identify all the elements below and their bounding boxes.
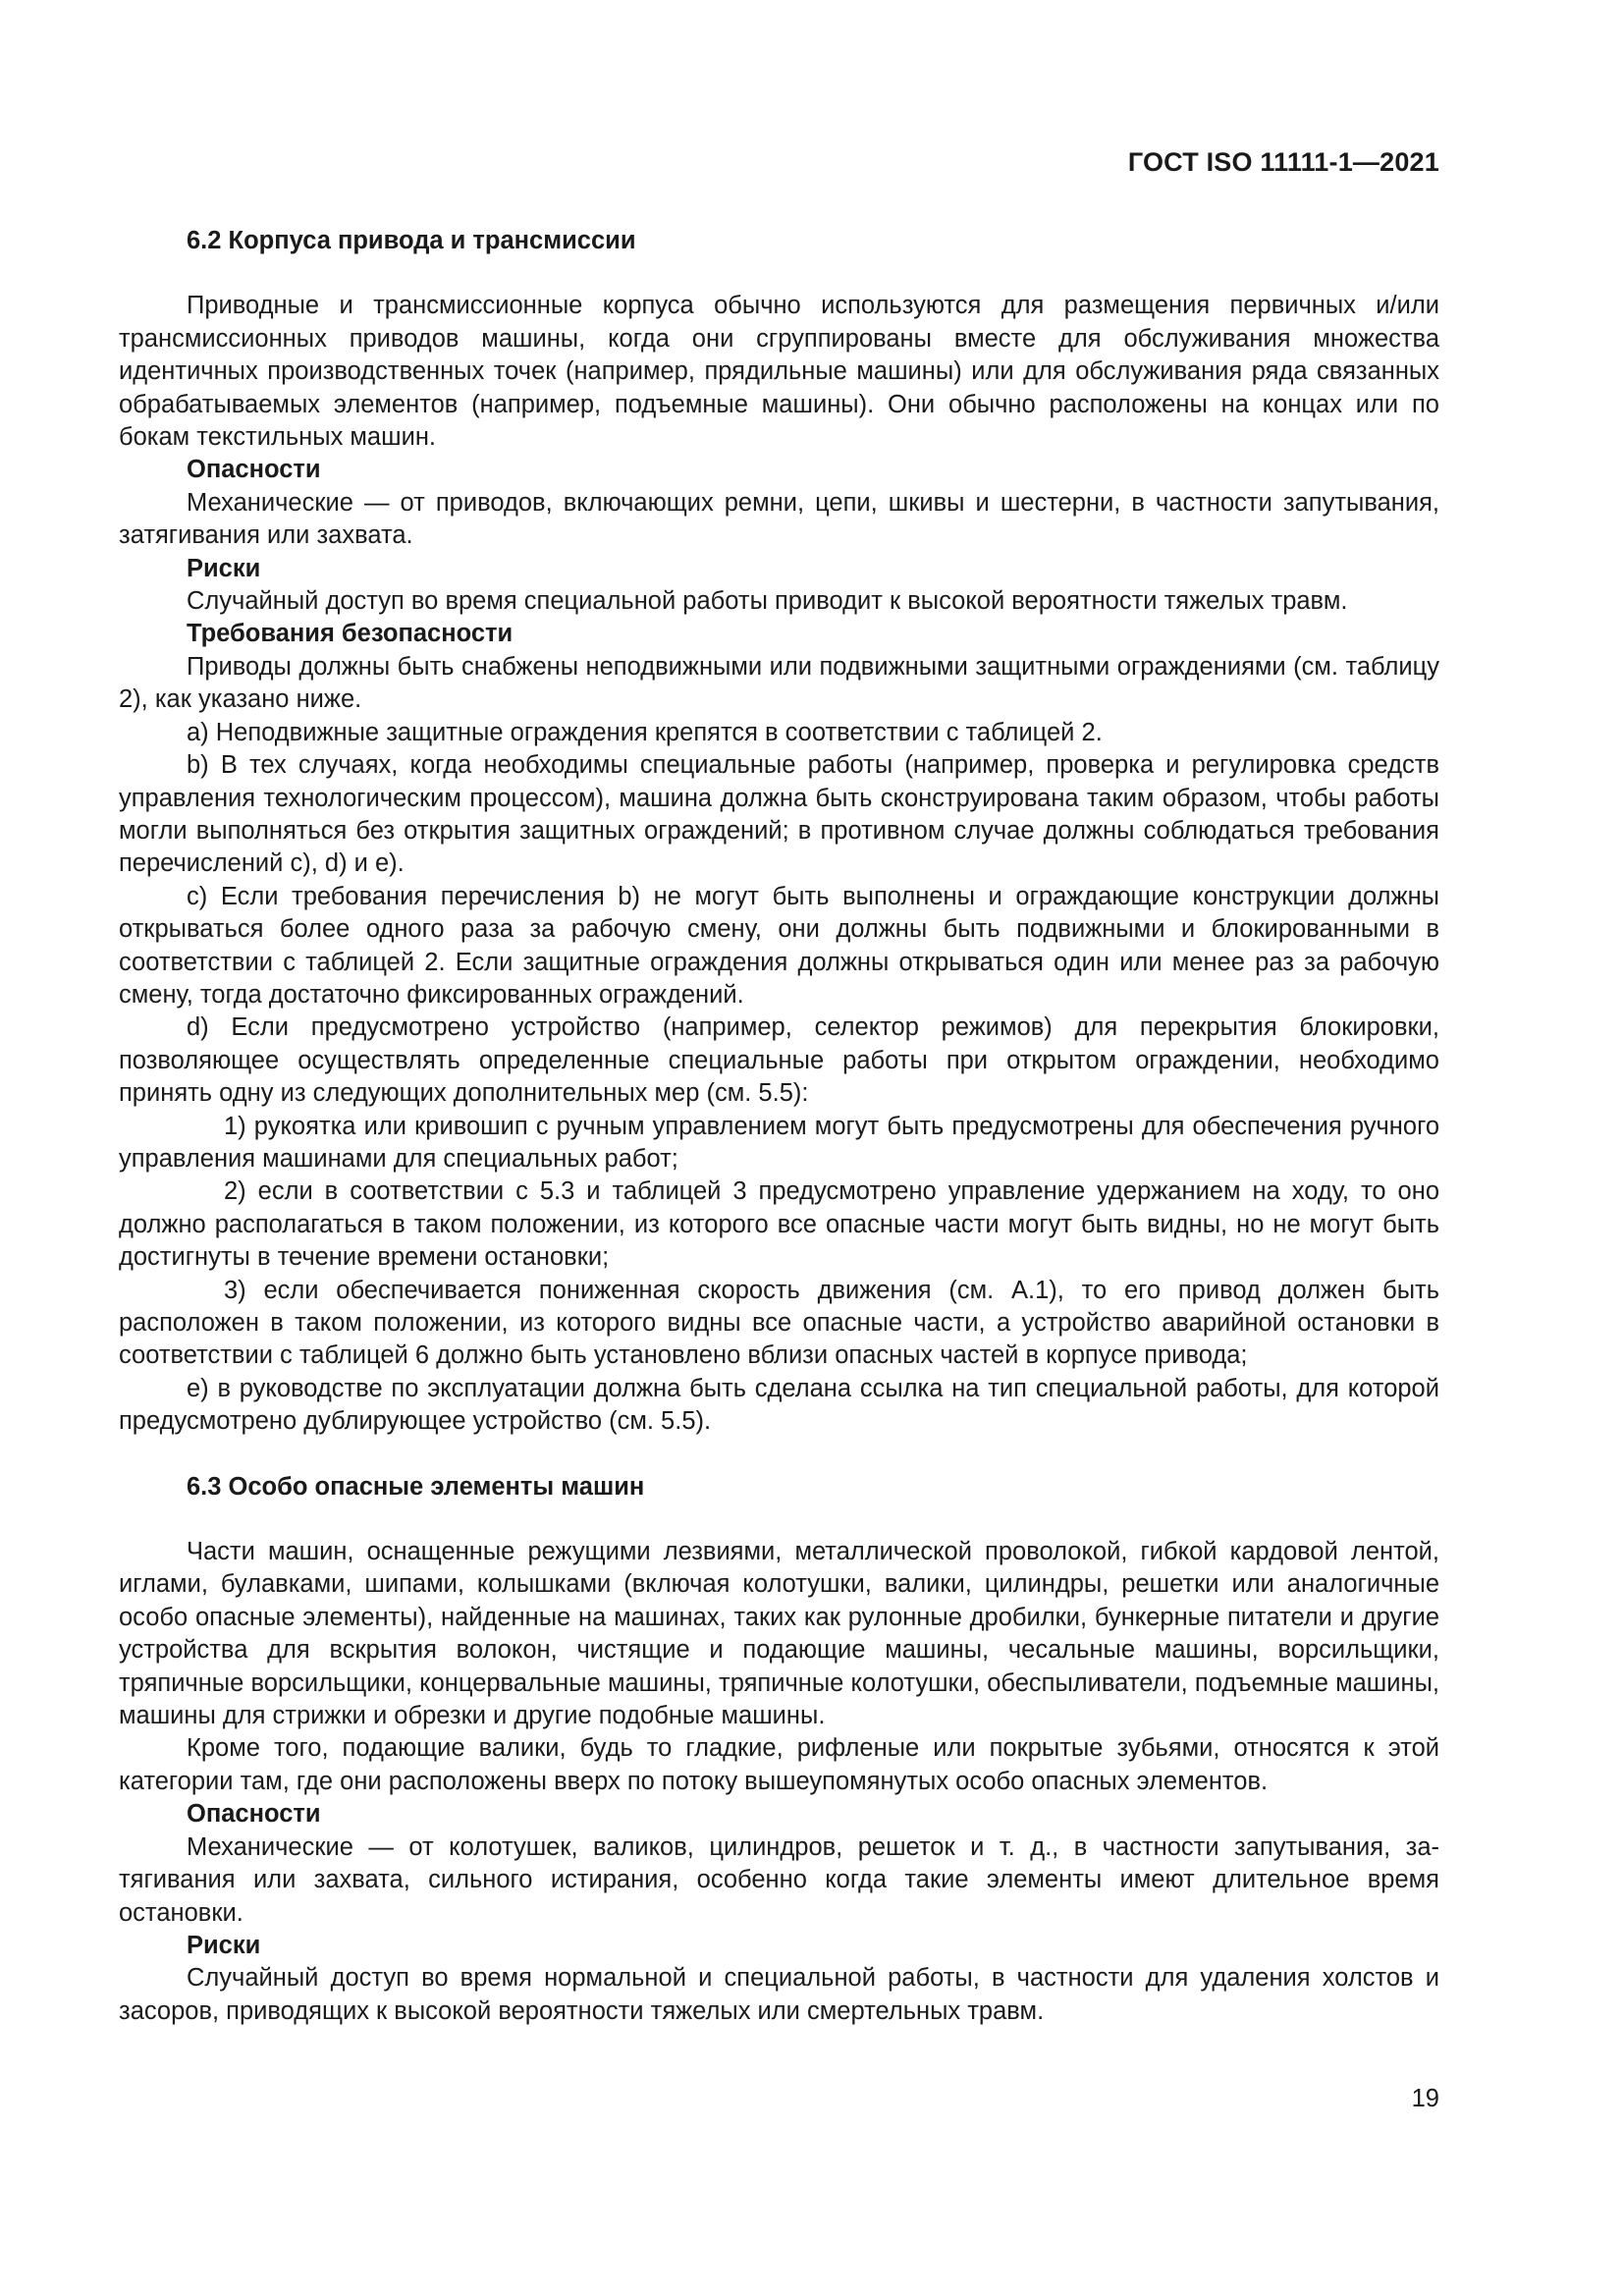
list-item-d3: 3) если обеспечивается пониженная скорость движения (см. А.1), то его привод должен быть расположен в таком положении, из которого видны все опасные части, а устройство аварийной остановки в соответствии с таблицей 6 должно быть установлено вблизи опасных частей в корпусе привода;: [119, 1276, 1439, 1370]
requirements-text: Приводы должны быть снабжены неподвижными или подвижными защитными ограждениями (см. таблицу 2), как указано ниже.: [119, 652, 1439, 714]
list-item-e: e) в руководстве по эксплуатации должна быть сделана ссылка на тип специальной работы, для которой предусмотрено дублирующее устройство (см. 5.5).: [119, 1374, 1439, 1436]
section-heading-6-2: 6.2 Корпуса привода и трансмиссии: [187, 227, 636, 254]
hazards-text: Механические — от колотушек, валиков, цилиндров, решеток и т. д., в частности запутывания, затягивания или захвата, сильного истирания, особенно когда такие элементы имеют длительное время остановки.: [119, 1832, 1439, 1927]
section-heading-6-3: 6.3 Особо опасные элементы машин: [187, 1472, 645, 1501]
risks-label: Риски: [187, 1931, 261, 1959]
hazards-label: Опасности: [187, 1800, 321, 1829]
list-item-d1: 1) рукоятка или кривошип с ручным управлением могут быть предусмотрены для обеспечения ручного управления машинами для специальных работ;: [119, 1112, 1439, 1173]
hazards-text: Механические — от приводов, включающих ремни, цепи, шкивы и шестерни, в частности запутывания, затягивания или захвата.: [119, 488, 1439, 550]
paragraph-intro-2: Кроме того, подающие валики, будь то гладкие, рифленые или покрытые зубьями, относятся к этой категории там, где они расположены вверх по потоку вышеупомянутых особо опасных элементов.: [119, 1734, 1439, 1795]
hazards-label: Опасности: [187, 456, 321, 484]
requirements-label: Требования безопасности: [187, 620, 514, 648]
list-item-b: b) В тех случаях, когда необходимы специальные работы (например, проверка и регулировка средств управления технологическим процессом), машина должна быть сконструирована таким образом, чтобы работы могли выполняться без открытия защитных ограждений; в противном случае должны соблюдаться требования перечислений c), d) и e).: [119, 751, 1439, 878]
document-body: [119, 225, 1439, 2028]
list-item-d2: 2) если в соответствии с 5.3 и таблицей 3 предусмотрено управление удержанием на ходу, то оно должно располагаться в таком положении, из которого все опасные части могут быть видны, но не могут быть достигнуты в течение времени остановки;: [119, 1177, 1439, 1272]
page-number: 19: [1411, 2085, 1439, 2112]
list-item-c: c) Если требования перечисления b) не могут быть выполнены и ограждающие конструкции должны открываться более одного раза за рабочую смену, они должны быть подвижными и блокированными в соответствии с таблицей 2. Если защитные ограждения должны открываться один или менее раз за рабочую смену, тогда достаточно фиксированных ограждений.: [119, 882, 1439, 1009]
paragraph-intro: Части машин, оснащенные режущими лезвиями, металлической проволокой, гибкой кардовой лентой, иглами, булавками, шипами, колышками (включая колотушки, валики, цилиндры, решетки или аналогичные особо опасные элементы), найденные на машинах, таких как рулонные дробилки, бункерные питатели и другие устройства для вскрытия волокон, чистящие и подающие машины, чесальные машины, ворсильщики, тряпичные ворсильщики, концервальные машины, тряпичные колотушки, обеспыливатели, подъемные машины, машины для стрижки и обрезки и другие подобные машины.: [119, 1538, 1439, 1730]
risks-text: Случайный доступ во время специальной работы приводит к высокой вероятности тяжелых травм.: [187, 587, 1348, 616]
document-header: ГОСТ ISO 11111-1—2021: [1127, 147, 1439, 177]
paragraph-intro: Приводные и трансмиссионные корпуса обычно используются для размещения первичных и/или трансмиссионных приводов машины, когда они сгруппированы вместе для обслуживания множества идентичных производственных точек (например, прядильные машины) или для обслуживания ряда связанных обрабатываемых элементов (например, подъемные машины). Они обычно расположены на концах или по бокам текстильных машин.: [119, 292, 1439, 452]
list-item-d: d) Если предусмотрено устройство (например, селектор режимов) для перекрытия блокировки, позволяющее осуществлять определенные специальные работы при открытом ограждении, необходимо принять одну из следующих дополнительных мер (см. 5.5):: [119, 1013, 1439, 1108]
risks-label: Риски: [187, 554, 261, 582]
risks-text: Случайный доступ во время нормальной и специальной работы, в частности для удаления холстов и засоров, приводящих к высокой вероятности тяжелых или смертельных травм.: [119, 1964, 1439, 2025]
list-item-a: a) Неподвижные защитные ограждения крепятся в соответствии с таблицей 2.: [187, 718, 1103, 746]
